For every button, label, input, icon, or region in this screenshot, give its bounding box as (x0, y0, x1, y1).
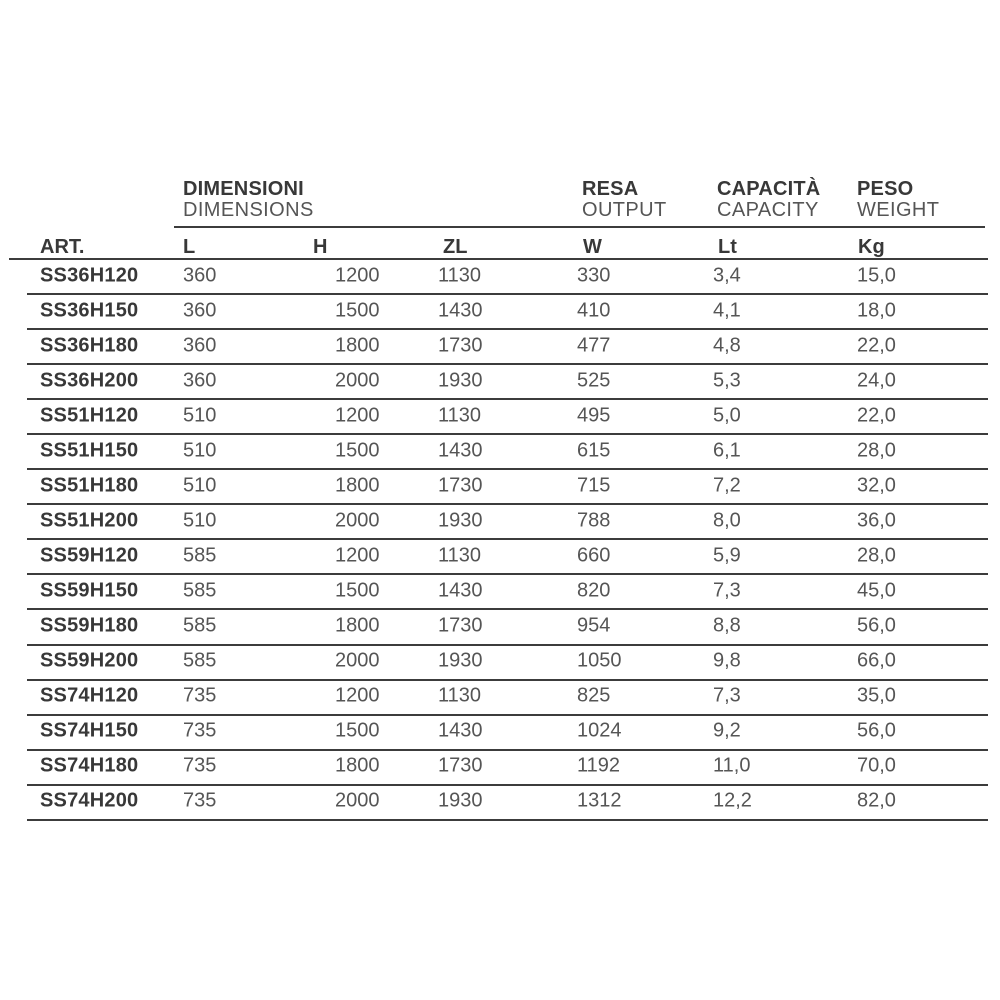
cell-art: SS36H180 (40, 334, 139, 357)
group-label-it: PESO (857, 178, 914, 200)
column-header-row (0, 236, 1000, 258)
cell-w: 495 (577, 404, 611, 427)
cell-kg: 24,0 (857, 369, 896, 392)
cell-zl: 1130 (438, 264, 482, 287)
group-label-en: OUTPUT (582, 199, 667, 221)
cell-art: SS51H180 (40, 474, 139, 497)
cell-l: 735 (183, 719, 217, 742)
cell-h: 2000 (335, 369, 380, 392)
cell-art: SS51H150 (40, 439, 139, 462)
group-header-output (582, 179, 667, 221)
column-header-zl: ZL (443, 236, 468, 258)
cell-kg: 36,0 (857, 509, 896, 532)
cell-lt: 8,8 (713, 614, 741, 637)
cell-h: 1500 (335, 579, 380, 602)
cell-w: 1024 (577, 719, 622, 742)
cell-art: SS74H120 (40, 684, 139, 707)
cell-l: 510 (183, 404, 217, 427)
cell-zl: 1730 (438, 754, 483, 777)
cell-h: 1800 (335, 474, 380, 497)
column-header-l: L (183, 236, 196, 258)
cell-h: 1200 (335, 544, 380, 567)
cell-w: 615 (577, 439, 611, 462)
cell-lt: 4,8 (713, 334, 741, 357)
cell-l: 360 (183, 299, 217, 322)
cell-art: SS36H200 (40, 369, 139, 392)
cell-art: SS74H150 (40, 719, 139, 742)
cell-zl: 1130 (438, 684, 482, 707)
cell-w: 788 (577, 509, 611, 532)
cell-h: 2000 (335, 649, 380, 672)
cell-lt: 6,1 (713, 439, 741, 462)
cell-zl: 1930 (438, 789, 483, 812)
table-row (27, 365, 988, 400)
cell-kg: 82,0 (857, 789, 896, 812)
cell-zl: 1130 (438, 404, 482, 427)
cell-w: 330 (577, 264, 611, 287)
column-header-art: ART. (40, 236, 85, 258)
cell-h: 2000 (335, 789, 380, 812)
cell-zl: 1430 (438, 439, 483, 462)
cell-lt: 5,3 (713, 369, 741, 392)
table-row (27, 716, 988, 751)
cell-w: 410 (577, 299, 611, 322)
cell-zl: 1730 (438, 614, 483, 637)
group-header-underline (174, 226, 985, 228)
cell-art: SS36H150 (40, 299, 139, 322)
cell-w: 477 (577, 334, 611, 357)
cell-w: 820 (577, 579, 611, 602)
cell-h: 1500 (335, 299, 380, 322)
cell-kg: 32,0 (857, 474, 896, 497)
cell-zl: 1730 (438, 474, 483, 497)
cell-l: 510 (183, 509, 217, 532)
cell-art: SS36H120 (40, 264, 139, 287)
cell-h: 1800 (335, 614, 380, 637)
cell-kg: 22,0 (857, 334, 896, 357)
cell-lt: 3,4 (713, 264, 741, 287)
cell-art: SS59H200 (40, 649, 139, 672)
table-row (27, 470, 988, 505)
cell-kg: 56,0 (857, 719, 896, 742)
cell-lt: 5,9 (713, 544, 741, 567)
cell-w: 525 (577, 369, 611, 392)
table-row (27, 435, 988, 470)
column-header-w: W (583, 236, 602, 258)
group-label-en: WEIGHT (857, 199, 940, 221)
cell-lt: 9,8 (713, 649, 741, 672)
cell-kg: 45,0 (857, 579, 896, 602)
group-label-en: CAPACITY (717, 199, 819, 221)
cell-l: 735 (183, 789, 217, 812)
table-row (27, 330, 988, 365)
cell-w: 825 (577, 684, 611, 707)
cell-zl: 1130 (438, 544, 482, 567)
cell-art: SS59H180 (40, 614, 139, 637)
cell-kg: 66,0 (857, 649, 896, 672)
table-row (27, 505, 988, 540)
cell-h: 1200 (335, 684, 380, 707)
cell-art: SS74H200 (40, 789, 139, 812)
table-row (27, 610, 988, 645)
group-label-it: DIMENSIONI (183, 178, 304, 200)
table-row (27, 260, 988, 295)
group-header-capacity (717, 179, 820, 221)
cell-kg: 22,0 (857, 404, 896, 427)
column-header-h: H (313, 236, 328, 258)
group-label-it: RESA (582, 178, 639, 200)
cell-h: 2000 (335, 509, 380, 532)
cell-l: 585 (183, 579, 217, 602)
cell-w: 1192 (577, 754, 621, 777)
cell-lt: 7,2 (713, 474, 741, 497)
cell-zl: 1930 (438, 649, 483, 672)
table-row (27, 540, 988, 575)
cell-w: 715 (577, 474, 611, 497)
cell-h: 1500 (335, 719, 380, 742)
cell-l: 585 (183, 649, 217, 672)
cell-lt: 7,3 (713, 684, 741, 707)
column-header-kg: Kg (858, 236, 885, 258)
cell-lt: 12,2 (713, 789, 752, 812)
table-row (27, 295, 988, 330)
cell-zl: 1930 (438, 369, 483, 392)
cell-zl: 1430 (438, 719, 483, 742)
cell-kg: 18,0 (857, 299, 896, 322)
cell-w: 1050 (577, 649, 622, 672)
group-label-it: CAPACITÀ (717, 178, 821, 200)
cell-l: 585 (183, 544, 217, 567)
table-row (27, 681, 988, 716)
group-label-en: DIMENSIONS (183, 199, 314, 221)
cell-kg: 28,0 (857, 439, 896, 462)
cell-h: 1500 (335, 439, 380, 462)
cell-l: 360 (183, 334, 217, 357)
cell-lt: 8,0 (713, 509, 741, 532)
cell-art: SS51H120 (40, 404, 139, 427)
cell-art: SS51H200 (40, 509, 139, 532)
table-row (27, 751, 988, 786)
cell-l: 735 (183, 684, 217, 707)
cell-w: 660 (577, 544, 611, 567)
cell-l: 585 (183, 614, 217, 637)
cell-w: 1312 (577, 789, 622, 812)
cell-zl: 1730 (438, 334, 483, 357)
table-row (27, 786, 988, 821)
cell-kg: 15,0 (857, 264, 896, 287)
cell-kg: 70,0 (857, 754, 896, 777)
cell-art: SS59H150 (40, 579, 139, 602)
cell-l: 360 (183, 264, 217, 287)
cell-h: 1200 (335, 264, 380, 287)
cell-h: 1200 (335, 404, 380, 427)
table-row (27, 400, 988, 435)
cell-art: SS74H180 (40, 754, 139, 777)
cell-l: 735 (183, 754, 217, 777)
cell-lt: 4,1 (713, 299, 741, 322)
cell-h: 1800 (335, 334, 380, 357)
cell-h: 1800 (335, 754, 380, 777)
group-header-weight (857, 179, 939, 221)
cell-l: 360 (183, 369, 217, 392)
cell-zl: 1430 (438, 579, 483, 602)
cell-w: 954 (577, 614, 611, 637)
cell-lt: 5,0 (713, 404, 741, 427)
cell-kg: 28,0 (857, 544, 896, 567)
group-header-dimensions (183, 179, 314, 221)
cell-lt: 7,3 (713, 579, 741, 602)
cell-lt: 9,2 (713, 719, 741, 742)
cell-kg: 35,0 (857, 684, 896, 707)
column-header-lt: Lt (718, 236, 737, 258)
cell-zl: 1430 (438, 299, 483, 322)
cell-kg: 56,0 (857, 614, 896, 637)
table-row (27, 646, 988, 681)
cell-l: 510 (183, 439, 217, 462)
table-row (27, 575, 988, 610)
cell-lt: 11,0 (713, 754, 751, 777)
cell-art: SS59H120 (40, 544, 139, 567)
table-body (27, 260, 988, 821)
cell-l: 510 (183, 474, 217, 497)
cell-zl: 1930 (438, 509, 483, 532)
